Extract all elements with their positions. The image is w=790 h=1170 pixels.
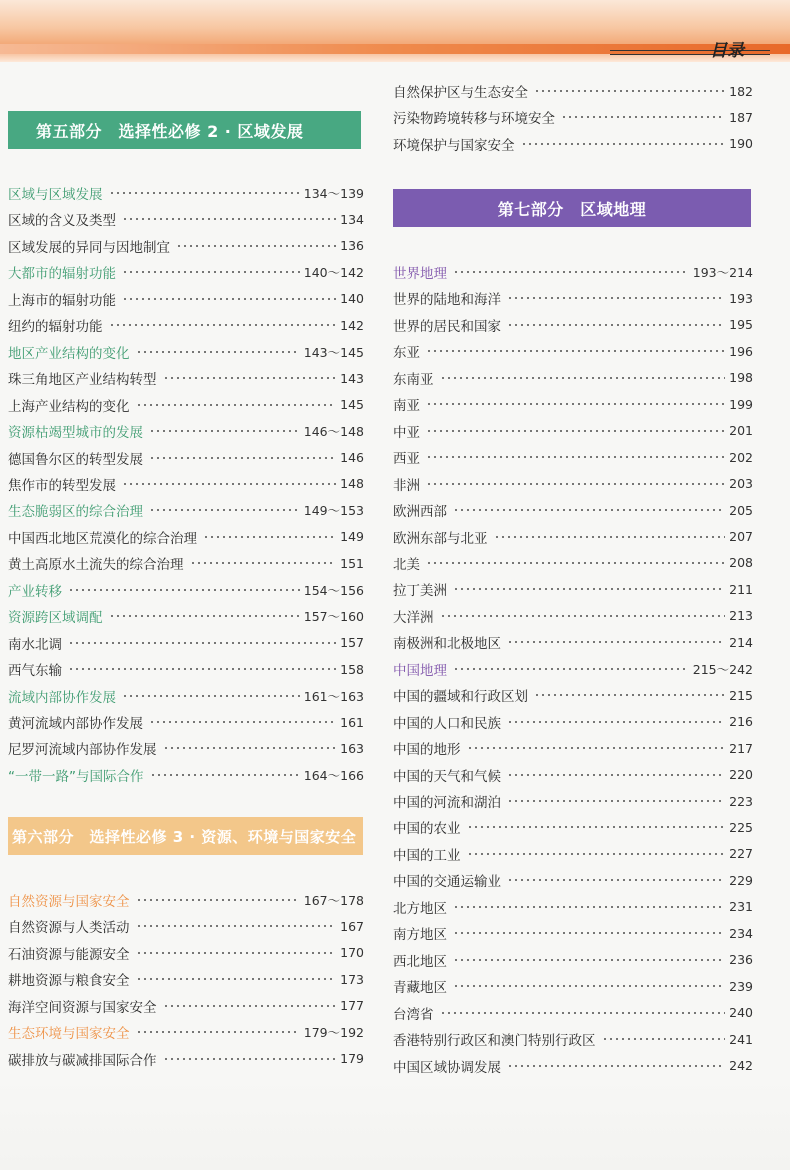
dot-leader: [453, 959, 725, 961]
toc-section-entry: [8, 762, 364, 788]
toc-entry-page: 134: [340, 211, 364, 227]
toc-entry-page: 182: [729, 83, 753, 99]
toc-entry-title: 东亚: [393, 345, 420, 362]
toc-entry: [8, 445, 364, 471]
toc-entry-title: 中国的河流和湖泊: [393, 795, 501, 811]
dot-leader: [149, 430, 300, 432]
dot-leader: [176, 245, 336, 247]
toc-entry-page: 229: [729, 872, 753, 888]
toc-entry-page: 136: [340, 238, 364, 254]
toc-entry-page: 143～145: [303, 344, 364, 360]
dot-leader: [507, 800, 725, 802]
toc-entry-title: 北方地区: [393, 900, 447, 917]
toc-entry-title: 世界的居民和国家: [393, 318, 501, 335]
toc-entry-title: 中国地理: [393, 662, 447, 679]
toc-entry-title: 纽约的辐射功能: [8, 319, 103, 336]
dot-leader: [109, 615, 300, 617]
dot-leader: [122, 298, 336, 300]
toc-entry-title: 海洋空间资源与国家安全: [8, 999, 157, 1016]
toc-entry-page: 177: [340, 998, 364, 1014]
toc-entry-title: 西气东输: [8, 663, 62, 680]
toc-entry-page: 242: [729, 1058, 753, 1073]
toc-entry-page: 199: [729, 396, 753, 412]
toc-entry-page: 216: [729, 714, 753, 730]
toc-entry: [8, 966, 364, 992]
toc-entry-page: 170: [340, 945, 364, 961]
dot-leader: [440, 615, 726, 617]
toc-section-entry: [8, 339, 364, 365]
toc-entry-page: 196: [729, 343, 753, 359]
dot-leader: [467, 747, 726, 749]
dot-leader: [68, 589, 300, 591]
toc-entry-title: 黄土高原水土流失的综合治理: [8, 557, 184, 574]
toc-entry: [8, 1046, 364, 1072]
toc-section-entry: [8, 603, 364, 629]
dot-leader: [440, 377, 726, 379]
dot-leader: [453, 985, 725, 987]
dot-leader: [136, 925, 337, 927]
dot-leader: [150, 774, 300, 776]
toc-entry: [393, 920, 753, 946]
toc-entry-page: 167: [340, 918, 364, 934]
dot-leader: [507, 879, 725, 881]
toc-entry: [8, 206, 364, 232]
toc-entry-title: 中亚: [393, 424, 420, 441]
toc-entry: [393, 841, 753, 867]
toc-entry-title: 西亚: [393, 451, 420, 468]
dot-leader: [602, 1038, 726, 1040]
toc-entry-title: 欧洲西部: [393, 504, 447, 521]
toc-entry-page: 202: [729, 449, 753, 465]
toc-entry-title: 南亚: [393, 398, 420, 415]
toc-entry-title: 区域发展的异同与因地制宜: [8, 239, 170, 256]
toc-entry-title: 香港特别行政区和澳门特别行政区: [393, 1033, 596, 1050]
toc-entry-title: 德国鲁尔区的转型发展: [8, 451, 143, 468]
toc-entry: [393, 735, 753, 761]
toc-entry-title: 南极洲和北极地区: [393, 636, 501, 653]
dot-leader: [521, 143, 726, 145]
toc-entry-page: 154～156: [303, 582, 364, 598]
dot-leader: [122, 271, 300, 273]
toc-entry-title: 大都市的辐射功能: [8, 266, 116, 283]
toc-entry-title: 青藏地区: [393, 980, 447, 997]
dot-leader: [494, 536, 726, 538]
toc-entry-page: 201: [729, 423, 753, 439]
dot-leader: [453, 668, 689, 670]
dot-leader: [534, 90, 725, 92]
toc-section-entry: [8, 180, 364, 206]
toc-entry-page: 167～178: [303, 893, 364, 908]
toc-entry: [8, 709, 364, 735]
toc-entry-page: 134～139: [303, 186, 364, 201]
toc-entry-page: 208: [729, 555, 753, 571]
dot-leader: [109, 192, 300, 194]
toc-entry-page: 198: [729, 370, 753, 386]
dot-leader: [453, 588, 725, 590]
toc-entry-title: 西北地区: [393, 953, 447, 970]
toc-entry-title: 污染物跨境转移与环境安全: [393, 111, 555, 128]
toc-entry-page: 164～166: [303, 767, 364, 783]
dot-leader: [136, 899, 300, 901]
toc-entry-title: 上海产业结构的变化: [8, 398, 130, 415]
toc-section-entry: [8, 497, 364, 523]
dot-leader: [453, 906, 725, 908]
toc-entry-page: 215～242: [692, 661, 753, 677]
toc-entry-page: 231: [729, 899, 753, 915]
toc-entry-title: 东南亚: [393, 371, 434, 388]
toc-entry-page: 173: [340, 971, 364, 987]
dot-leader: [426, 430, 725, 432]
toc-entry-title: 中国的人口和民族: [393, 715, 501, 732]
toc-entry: [393, 709, 753, 735]
toc-entry-title: 台湾省: [393, 1006, 434, 1023]
dot-leader: [109, 324, 337, 326]
toc-entry: [393, 312, 753, 338]
toc-entry-title: 南水北调: [8, 636, 62, 653]
toc-entry-page: 163: [340, 740, 364, 756]
toc-entry-title: 生态脆弱区的综合治理: [8, 504, 143, 521]
toc-entry-page: 161～163: [303, 688, 364, 704]
toc-entry: [393, 78, 753, 104]
dot-leader: [136, 404, 337, 406]
dot-leader: [149, 457, 336, 459]
dot-leader: [467, 826, 726, 828]
toc-entry: [393, 603, 753, 629]
dot-leader: [163, 747, 337, 749]
toc-entry: [393, 947, 753, 973]
toc-entry-page: 151: [340, 555, 364, 571]
toc-entry-title: 黄河流域内部协作发展: [8, 716, 143, 732]
part5-banner: 第五部分 选择性必修 2 · 区域发展: [8, 111, 361, 149]
toc-entry: [393, 471, 753, 497]
toc-entry: [393, 894, 753, 920]
toc-entry-page: 193～214: [692, 265, 753, 280]
toc-entry-page: 187: [729, 109, 753, 125]
toc-entry-title: 焦作市的转型发展: [8, 477, 116, 494]
dot-leader: [203, 536, 336, 538]
toc-entry-page: 220: [729, 767, 753, 783]
toc-entry-page: 207: [729, 529, 753, 544]
toc-entry: [8, 524, 364, 550]
toc-entry-title: 资源跨区域调配: [8, 610, 103, 627]
toc-section-entry: [8, 418, 364, 444]
toc-entry: [393, 131, 753, 157]
toc-entry-page: 145: [340, 397, 364, 413]
dot-leader: [426, 403, 725, 405]
toc-entry: [8, 993, 364, 1019]
toc-entry-title: 中国的农业: [393, 821, 461, 838]
dot-leader: [467, 853, 726, 855]
toc-entry-title: 北美: [393, 556, 420, 573]
toc-entry-title: 中国的工业: [393, 847, 461, 864]
toc-entry-title: 中国的交通运输业: [393, 874, 501, 891]
toc-entry-page: 179～192: [303, 1025, 364, 1041]
dot-leader: [136, 978, 337, 980]
toc-entry: [393, 629, 753, 655]
dot-leader: [440, 1012, 726, 1014]
dot-leader: [453, 932, 725, 934]
toc-entry-page: 140～142: [303, 265, 364, 281]
toc-entry-title: 珠三角地区产业结构转型: [8, 372, 157, 389]
toc-entry-title: 区域的含义及类型: [8, 213, 116, 230]
toc-section-entry: [393, 259, 753, 285]
toc-entry-title: 中国西北地区荒漠化的综合治理: [8, 530, 197, 547]
dot-leader: [507, 324, 725, 326]
toc-entry: [393, 682, 753, 708]
toc-entry: [8, 233, 364, 259]
toc-entry-title: 环境保护与国家安全: [393, 137, 515, 154]
toc-entry-page: 190: [729, 136, 753, 152]
dot-leader: [507, 721, 725, 723]
toc-entry-title: 大洋洲: [393, 609, 434, 626]
toc-entry-title: 欧洲东部与北亚: [393, 530, 488, 547]
dot-leader: [122, 218, 336, 220]
toc-entry-page: 149～153: [303, 503, 364, 519]
toc-entry-page: 195: [729, 317, 753, 333]
toc-entry: [393, 550, 753, 576]
toc-entry-page: 148: [340, 476, 364, 492]
dot-leader: [507, 1065, 725, 1067]
toc-entry-page: 149: [340, 529, 364, 545]
toc-entry: [8, 392, 364, 418]
toc-entry: [393, 104, 753, 130]
toc-entry: [8, 550, 364, 576]
toc-entry: [393, 497, 753, 523]
toc-entry: [393, 285, 753, 311]
toc-entry: [8, 735, 364, 761]
dot-leader: [190, 562, 337, 564]
toc-entry-page: 241: [729, 1031, 753, 1047]
toc-entry-title: 产业转移: [8, 583, 62, 600]
toc-entry: [8, 312, 364, 338]
header-bar: [0, 0, 790, 62]
toc-entry-page: 213: [729, 608, 753, 624]
toc-entry-page: 236: [729, 952, 753, 968]
toc-entry: [393, 576, 753, 602]
dot-leader: [163, 1058, 337, 1060]
toc-entry-page: 205: [729, 502, 753, 518]
toc-entry: [393, 391, 753, 417]
toc-entry: [8, 286, 364, 312]
dot-leader: [453, 509, 725, 511]
toc-entry-page: 217: [729, 740, 753, 756]
dot-leader: [122, 483, 336, 485]
toc-entry-title: 资源枯竭型城市的发展: [8, 425, 143, 442]
dot-leader: [453, 271, 689, 273]
toc-section-entry: [8, 1019, 364, 1045]
toc-entry-page: 161: [340, 714, 364, 730]
toc-entry-title: 尼罗河流域内部协作发展: [8, 742, 157, 759]
toc-entry: [393, 444, 753, 470]
toc-entry: [393, 867, 753, 893]
toc-entry-page: 227: [729, 846, 753, 862]
toc-entry-title: 中国的疆域和行政区划: [393, 689, 528, 706]
toc-entry: [8, 630, 364, 656]
toc-entry-page: 193: [729, 290, 753, 306]
toc-entry-page: 158: [340, 661, 364, 677]
dot-leader: [426, 483, 725, 485]
toc-entry-title: 中国的地形: [393, 742, 461, 759]
toc-entry: [8, 656, 364, 682]
dot-leader: [426, 562, 725, 564]
toc-entry-page: 140: [340, 291, 364, 307]
toc-entry-page: 211: [729, 581, 753, 597]
toc-entry-page: 143: [340, 370, 364, 386]
toc-entry-page: 179: [340, 1051, 364, 1067]
toc-entry-title: 中国区域协调发展: [393, 1059, 501, 1076]
dot-leader: [534, 694, 725, 696]
toc-entry: [393, 338, 753, 364]
toc-entry-page: 234: [729, 925, 753, 941]
toc-entry-title: 南方地区: [393, 927, 447, 944]
toc-entry: [8, 913, 364, 939]
toc-section-entry: [8, 259, 364, 285]
toc-entry-page: 157: [340, 635, 364, 651]
toc-entry: [393, 524, 753, 550]
dot-leader: [426, 456, 725, 458]
toc-entry-page: 214: [729, 634, 753, 650]
toc-entry-title: 地区产业结构的变化: [8, 345, 130, 362]
toc-entry-title: “一带一路”与国际合作: [8, 768, 144, 785]
dot-leader: [507, 641, 725, 643]
toc-entry: [393, 762, 753, 788]
toc-entry-page: 146: [340, 450, 364, 465]
toc-entry-title: 自然资源与国家安全: [8, 894, 130, 910]
toc-section-entry: [8, 683, 364, 709]
toc-section-entry: [8, 887, 364, 913]
dot-leader: [561, 116, 725, 118]
toc-entry: [393, 1026, 753, 1052]
toc-entry: [393, 418, 753, 444]
toc-entry: [8, 471, 364, 497]
toc-entry-title: 中国的天气和气候: [393, 768, 501, 785]
toc-entry-title: 石油资源与能源安全: [8, 946, 130, 963]
dot-leader: [136, 351, 300, 353]
dot-leader: [68, 642, 336, 644]
toc-entry-page: 239: [729, 978, 753, 994]
toc-entry-page: 157～160: [303, 609, 364, 625]
toc-entry-page: 240: [729, 1005, 753, 1021]
toc-entry-title: 拉丁美洲: [393, 583, 447, 600]
toc-entry-title: 世界的陆地和海洋: [393, 292, 501, 309]
toc-section-entry: [8, 577, 364, 603]
toc-entry: [393, 788, 753, 814]
toc-entry: [8, 940, 364, 966]
dot-leader: [136, 952, 337, 954]
toc-entry-title: 上海市的辐射功能: [8, 292, 116, 309]
part6-banner: 第六部分 选择性必修 3 · 资源、环境与国家安全: [8, 817, 363, 855]
dot-leader: [163, 1005, 337, 1007]
dot-leader: [68, 668, 336, 670]
toc-entry: [393, 365, 753, 391]
part7-banner: 第七部分 区域地理: [393, 189, 751, 227]
toc-entry-title: 耕地资源与粮食安全: [8, 973, 130, 990]
dot-leader: [136, 1031, 300, 1033]
dot-leader: [507, 774, 725, 776]
toc-entry-title: 区域与区域发展: [8, 187, 103, 203]
dot-leader: [149, 509, 300, 511]
toc-entry-page: 142: [340, 317, 364, 333]
toc-entry: [393, 1053, 753, 1079]
toc-entry-title: 流域内部协作发展: [8, 689, 116, 706]
toc-entry-title: 非洲: [393, 477, 420, 494]
toc-entry-page: 146～148: [303, 424, 364, 440]
dot-leader: [149, 721, 336, 723]
toc-section-entry: [393, 656, 753, 682]
toc-entry: [393, 1000, 753, 1026]
toc-entry-page: 215: [729, 687, 753, 703]
toc-entry-page: 223: [729, 793, 753, 809]
header-rule-lines: [610, 50, 770, 62]
toc-entry-page: 225: [729, 819, 753, 835]
dot-leader: [507, 297, 725, 299]
toc-entry-title: 生态环境与国家安全: [8, 1026, 130, 1043]
dot-leader: [163, 377, 337, 379]
toc-entry: [8, 365, 364, 391]
toc-entry-page: 203: [729, 476, 753, 492]
toc-entry-title: 碳排放与碳减排国际合作: [8, 1052, 157, 1069]
page-title: 目录: [710, 41, 744, 61]
page-bottom-shadow: [0, 1080, 790, 1170]
toc-entry: [393, 973, 753, 999]
toc-entry: [393, 814, 753, 840]
toc-entry-title: 自然保护区与生态安全: [393, 85, 528, 101]
dot-leader: [122, 695, 300, 697]
toc-entry-title: 世界地理: [393, 266, 447, 282]
toc-entry-title: 自然资源与人类活动: [8, 920, 130, 937]
dot-leader: [426, 350, 725, 352]
